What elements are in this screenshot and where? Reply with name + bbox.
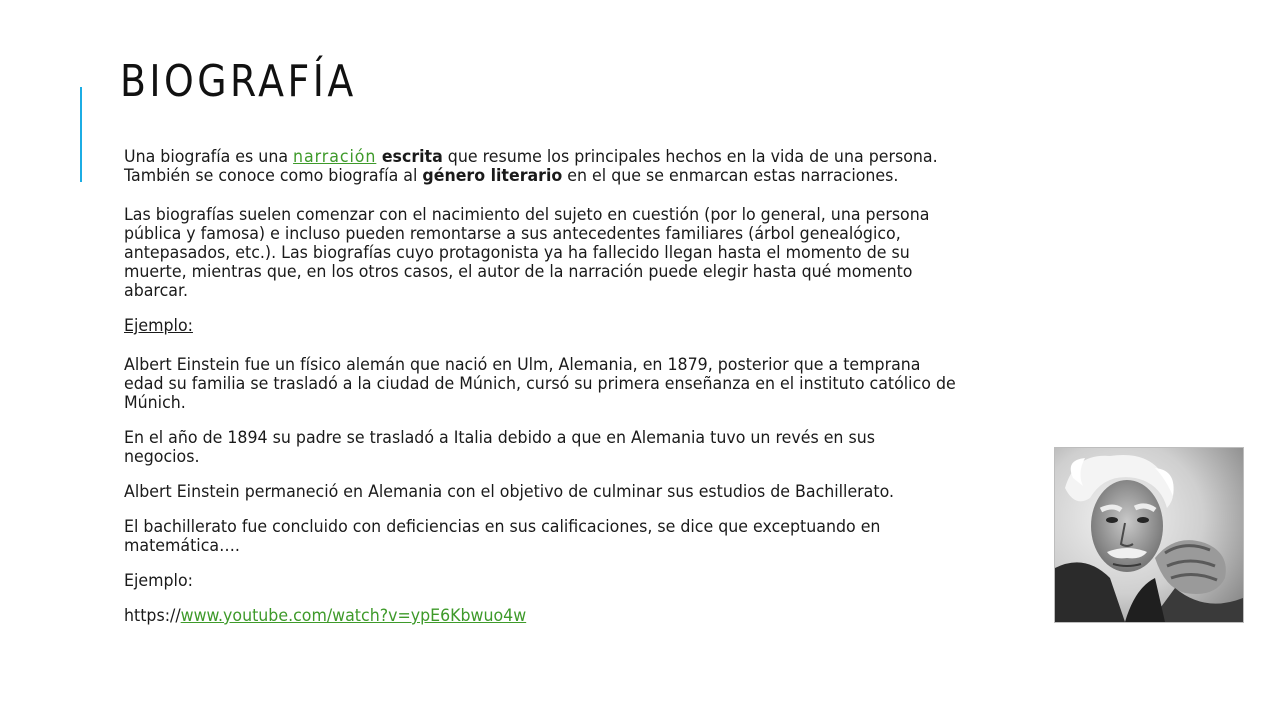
paragraph-line: negocios.	[124, 447, 200, 467]
paragraph-line: El bachillerato fue concluido con deficiencias en sus calificaciones, se dice que exceptuando en	[124, 517, 881, 537]
url-prefix: https://	[124, 606, 181, 626]
bold-genero-literario: género literario	[422, 166, 563, 186]
example-heading: Ejemplo:	[124, 316, 193, 336]
paragraph-line: Albert Einstein fue un físico alemán que nació en Ulm, Alemania, en 1879, posterior que a temprana	[124, 355, 921, 375]
paragraph-1894	[124, 429, 1134, 467]
example-heading: Ejemplo:	[124, 571, 193, 591]
paragraph-biographies	[124, 206, 1134, 301]
example-label-2	[124, 572, 1134, 591]
paragraph-definition	[124, 148, 1134, 186]
paragraph-bachillerato-1	[124, 483, 1134, 502]
definition-line-2	[124, 167, 1063, 186]
definition-line-1	[124, 148, 1063, 167]
paragraph-line: abarcar.	[124, 281, 189, 301]
bold-escrita: escrita	[376, 147, 443, 167]
paragraph-line: Múnich.	[124, 393, 186, 413]
youtube-link[interactable]: www.youtube.com/watch?v=ypE6Kbwuo4w	[180, 606, 527, 626]
text-segment: en el que se enmarcan estas narraciones.	[562, 166, 899, 186]
slide-content	[124, 148, 1134, 626]
portrait-photo-icon	[1055, 448, 1243, 622]
paragraph-line: edad su familia se trasladó a la ciudad de Múnich, cursó su primera enseñanza en el instituto católico de	[124, 374, 956, 394]
slide-title: BIOGRAFÍA	[120, 56, 357, 107]
example-label-1	[124, 317, 1134, 336]
portrait-photo	[1054, 447, 1244, 623]
text-segment: Una biografía es una	[124, 147, 294, 167]
paragraph-bachillerato-2	[124, 518, 1134, 556]
paragraph-einstein	[124, 356, 1134, 413]
url-text	[124, 607, 1063, 626]
paragraph-line: Las biografías suelen comenzar con el nacimiento del sujeto en cuestión (por lo general, una persona	[124, 205, 930, 225]
paragraph-line: Albert Einstein permaneció en Alemania con el objetivo de culminar sus estudios de Bachillerato.	[124, 482, 894, 502]
paragraph-line: antepasados, etc.). Las biografías cuyo protagonista ya ha fallecido llegan hasta el momento de su	[124, 243, 910, 263]
paragraph-line: muerte, mientras que, en los otros casos, el autor de la narración puede elegir hasta qué momento	[124, 262, 913, 282]
text-segment: que resume los principales hechos en la vida de una persona.	[442, 147, 938, 167]
accent-line	[80, 87, 82, 182]
paragraph-line: pública y famosa) e incluso pueden remontarse a sus antecedentes familiares (árbol genealógico,	[124, 224, 901, 244]
text-segment: También se conoce como biografía al	[124, 166, 423, 186]
narracion-link[interactable]: narración	[293, 147, 377, 167]
paragraph-line: matemática….	[124, 536, 240, 556]
url-line	[124, 607, 1134, 626]
paragraph-line: En el año de 1894 su padre se trasladó a Italia debido a que en Alemania tuvo un revés en sus	[124, 428, 875, 448]
